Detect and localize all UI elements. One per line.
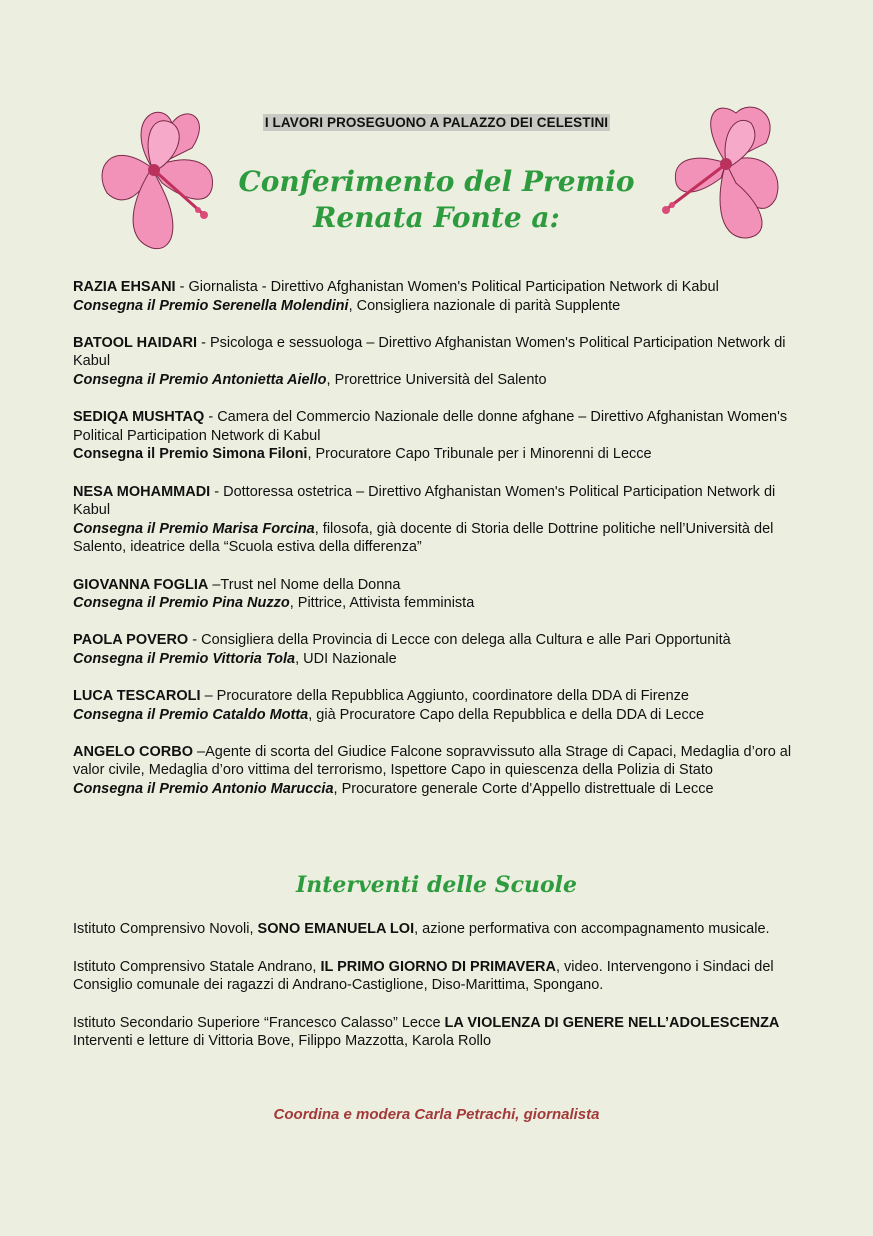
- awardee-desc: - Consigliera della Provincia di Lecce con delega alla Cultura e alle Pari Opportunità: [188, 632, 731, 649]
- presenter: Consegna il Premio Simona Filoni: [73, 446, 308, 463]
- presenter: Consegna il Premio Antonietta Aiello: [73, 371, 327, 388]
- school-title: SONO EMANUELA LOI: [257, 921, 415, 937]
- page-title: [0, 164, 873, 236]
- school-entry: [73, 1014, 803, 1051]
- awardee-name: BATOOL HAIDARI: [73, 334, 198, 351]
- presenter: Consegna il Premio Marisa Forcina: [73, 520, 315, 537]
- awards-list: [73, 278, 803, 817]
- schools-list: [73, 920, 803, 1070]
- awardee-desc: – Procuratore della Repubblica Aggiunto, coordinatore della DDA di Firenze: [200, 688, 690, 705]
- presenter: Consegna il Premio Serenella Molendini: [73, 297, 349, 314]
- event-header: [0, 114, 873, 132]
- school-entry: [73, 920, 803, 939]
- presenter: Consegna il Premio Cataldo Motta: [73, 706, 309, 723]
- awardee-name: ANGELO CORBO: [73, 743, 194, 760]
- presenter-desc: , Pittrice, Attivista femminista: [289, 595, 475, 612]
- school-title: IL PRIMO GIORNO DI PRIMAVERA: [320, 958, 556, 975]
- awardee-name: PAOLA POVERO: [73, 632, 189, 649]
- awardee-name: NESA MOHAMMADI: [73, 483, 211, 500]
- awardee-desc: - Dottoressa ostetrica – Direttivo Afghanistan Women's Political Participation Network di Kabul: [73, 483, 776, 519]
- presenter-desc: , Procuratore generale Corte d'Appello distrettuale di Lecce: [333, 781, 714, 798]
- award-entry: [73, 334, 803, 390]
- awardee-desc: - Giornalista - Direttivo Afghanistan Women's Political Participation Network di Kabul: [175, 279, 719, 295]
- awardee-desc: –Agente di scorta del Giudice Falcone sopravvissuto alla Strage di Capaci, Medaglia d’oro al valor civile, Medaglia d’oro vittima del terrorismo, Ispettore Capo in quiescenza della Polizia di Stato: [73, 743, 792, 779]
- school-title: LA VIOLENZA DI GENERE NELL’ADOLESCENZA: [444, 1014, 780, 1031]
- award-entry: [73, 743, 803, 799]
- award-entry: [73, 631, 803, 668]
- school-pre: Istituto Secondario Superiore “Francesco Calasso” Lecce: [73, 1014, 445, 1031]
- award-entry: [73, 278, 803, 315]
- awardee-desc: - Camera del Commercio Nazionale delle donne afghane – Direttivo Afghanistan Women's Political Participation Network di Kabul: [73, 409, 788, 444]
- award-entry: [73, 408, 803, 464]
- school-entry: [73, 958, 803, 995]
- award-entry: [73, 483, 803, 557]
- presenter-desc: , già Procuratore Capo della Repubblica e della DDA di Lecce: [308, 706, 705, 723]
- moderator-note: Coordina e modera Carla Petrachi, giornalista: [273, 1106, 600, 1123]
- awardee-name: LUCA TESCAROLI: [73, 688, 201, 705]
- school-pre: Istituto Comprensivo Statale Andrano,: [73, 958, 321, 975]
- school-pre: Istituto Comprensivo Novoli,: [73, 921, 258, 937]
- awardee-desc: –Trust nel Nome della Donna: [208, 576, 401, 593]
- presenter: Consegna il Premio Antonio Maruccia: [73, 781, 334, 798]
- awardee-name: GIOVANNA FOGLIA: [73, 576, 209, 593]
- award-entry: [73, 687, 803, 724]
- presenter-desc: , UDI Nazionale: [295, 650, 397, 667]
- page-title-line1: Conferimento del Premio: [238, 165, 635, 198]
- presenter: Consegna il Premio Pina Nuzzo: [73, 595, 290, 612]
- award-entry: [73, 576, 803, 613]
- schools-title: Interventi delle Scuole: [295, 872, 578, 898]
- presenter-desc: , filosofa, già docente di Storia delle Dottrine politiche nell’Università del Salento, ideatrice della “Scuola estiva della differenza”: [73, 520, 774, 556]
- presenter-desc: , Prorettrice Università del Salento: [326, 371, 547, 388]
- school-post: , video. Intervengono i Sindaci del Consiglio comunale dei ragazzi di Andrano-Castiglione, Diso-Marittima, Spongano.: [73, 958, 774, 994]
- presenter: Consegna il Premio Vittoria Tola: [73, 650, 296, 667]
- awardee-name: SEDIQA MUSHTAQ: [73, 409, 205, 426]
- event-header-label: I LAVORI PROSEGUONO A PALAZZO DEI CELESTINI: [264, 115, 609, 130]
- awardee-name: RAZIA EHSANI: [73, 279, 176, 295]
- presenter-desc: , Consigliera nazionale di parità Supplente: [348, 297, 621, 314]
- awardee-desc: - Psicologa e sessuologa – Direttivo Afghanistan Women's Political Participation Network di Kabul: [73, 334, 786, 370]
- presenter-desc: , Procuratore Capo Tribunale per i Minorenni di Lecce: [307, 446, 652, 463]
- page-title-line2: Renata Fonte a:: [313, 201, 560, 234]
- school-post: , azione performativa con accompagnamento musicale.: [414, 921, 770, 937]
- school-post: Interventi e letture di Vittoria Bove, Filippo Mazzotta, Karola Rollo: [73, 1033, 492, 1050]
